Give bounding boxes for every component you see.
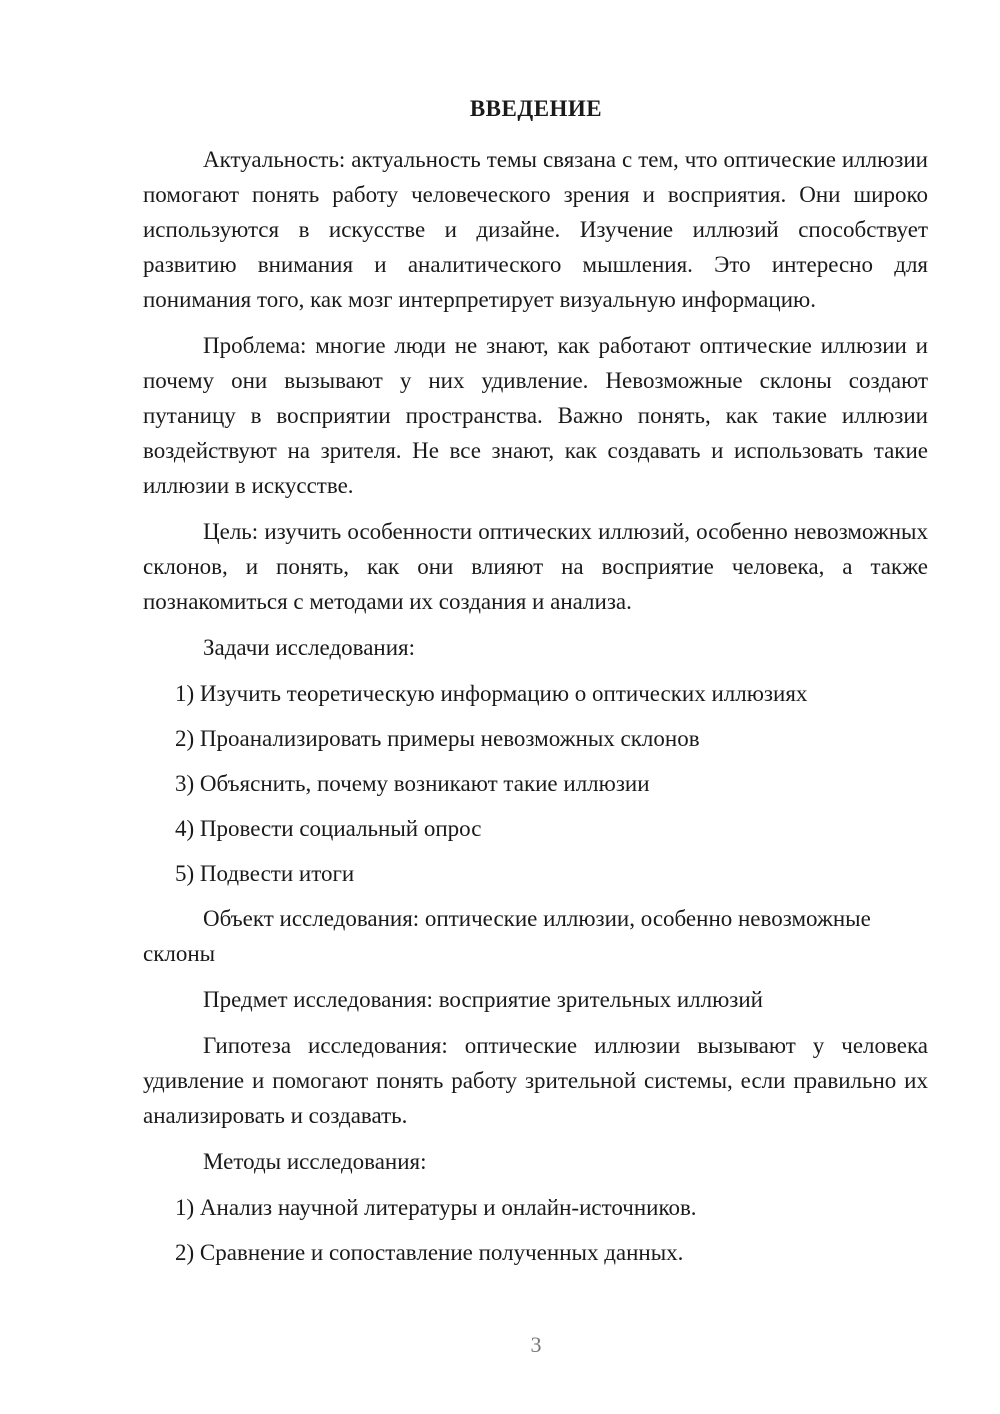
- subject-paragraph: Предмет исследования: восприятие зрительных иллюзий: [203, 987, 763, 1012]
- page-number: 3: [530, 1332, 542, 1357]
- document-body: [143, 142, 928, 1280]
- methods-list: [143, 1190, 928, 1270]
- task-item: 5) Подвести итоги: [175, 861, 355, 886]
- task-item: 1) Изучить теоретическую информацию о оптических иллюзиях: [175, 681, 808, 706]
- method-item: 2) Сравнение и сопоставление полученных данных.: [175, 1240, 684, 1265]
- task-item: 4) Провести социальный опрос: [175, 816, 482, 841]
- hypothesis-paragraph: Гипотеза исследования: оптические иллюзии вызывают у человека удивление и помогают понять работу зрительной системы, если правильно их анализировать и создавать.: [143, 1033, 928, 1128]
- task-item: 2) Проанализировать примеры невозможных склонов: [175, 726, 700, 751]
- tasks-list: [143, 676, 928, 891]
- page-title: ВВЕДЕНИЕ: [469, 96, 603, 121]
- problem-paragraph: Проблема: многие люди не знают, как работают оптические иллюзии и почему они вызывают у них удивление. Невозможные склоны создают путаницу в восприятии пространства. Важно понять, как такие иллюзии воздействуют на зрителя. Не все знают, как создавать и использовать такие иллюзии в искусстве.: [143, 333, 928, 498]
- tasks-heading: Задачи исследования:: [203, 635, 416, 660]
- object-paragraph: Объект исследования: оптические иллюзии, особенно невозможные склоны: [143, 906, 871, 966]
- method-item: 1) Анализ научной литературы и онлайн-источников.: [175, 1195, 697, 1220]
- methods-heading: Методы исследования:: [203, 1149, 427, 1174]
- relevance-paragraph: Актуальность: актуальность темы связана с тем, что оптические иллюзии помогают понять работу человеческого зрения и восприятия. Они широко используются в искусстве и дизайне. Изучение иллюзий способствует развитию внимания и аналитического мышления. Это интересно для понимания того, как мозг интерпретирует визуальную информацию.: [143, 147, 928, 312]
- task-item: 3) Объяснить, почему возникают такие иллюзии: [175, 771, 650, 796]
- goal-paragraph: Цель: изучить особенности оптических иллюзий, особенно невозможных склонов, и понять, как они влияют на восприятие человека, а также познакомиться с методами их создания и анализа.: [143, 519, 928, 614]
